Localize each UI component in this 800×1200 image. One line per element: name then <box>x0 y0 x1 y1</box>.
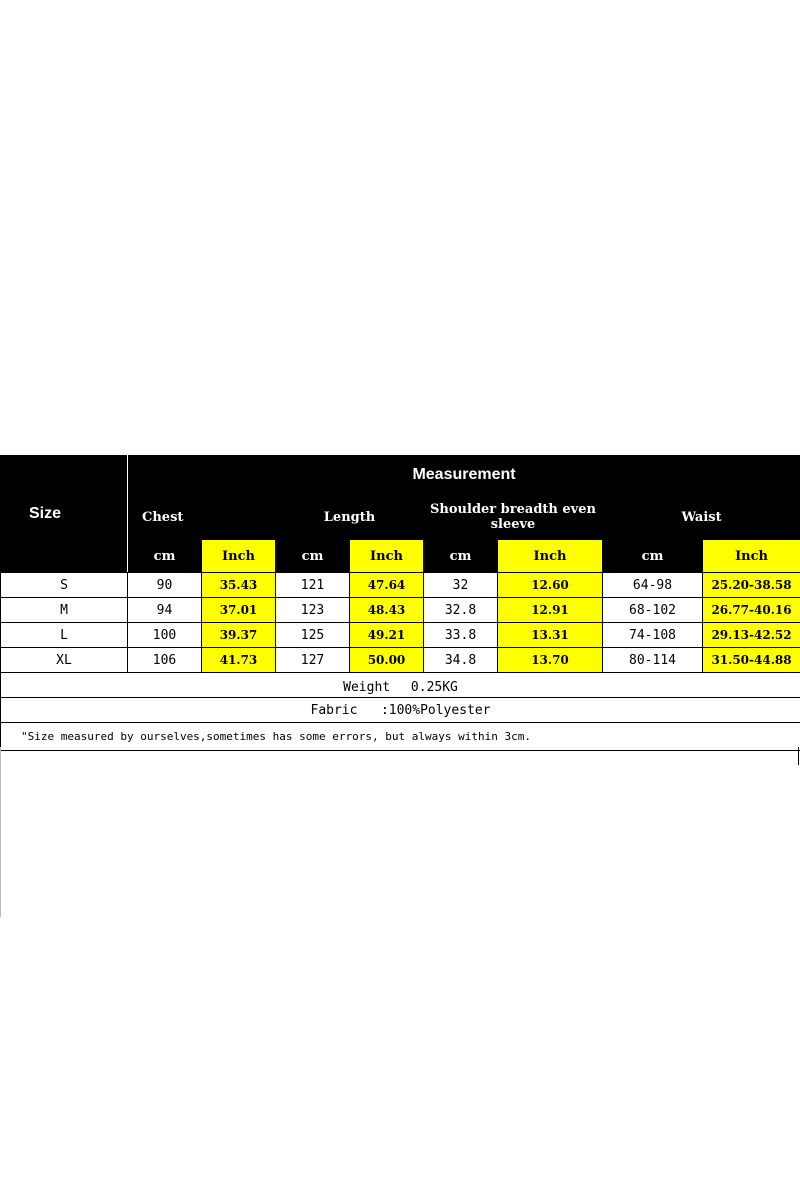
group-shoulder: Shoulder breadth even sleeve <box>424 495 603 540</box>
chest-cm-cell: 106 <box>128 648 202 673</box>
chest-cm-cell: 90 <box>128 573 202 598</box>
waist-cm-cell: 74-108 <box>603 623 703 648</box>
size-cell: L <box>1 623 128 648</box>
chest-inch-cell: 37.01 <box>202 598 276 623</box>
measurement-note: "Size measured by ourselves,sometimes has some errors, but always within 3cm. <box>1 723 800 751</box>
length-cm-cell: 125 <box>276 623 350 648</box>
size-cell: S <box>1 573 128 598</box>
unit-cm: cm <box>424 540 498 573</box>
chest-inch-cell: 39.37 <box>202 623 276 648</box>
table-row <box>1 623 800 648</box>
waist-inch-cell: 29.13-42.52 <box>703 623 800 648</box>
shoulder-cm-cell: 34.8 <box>424 648 498 673</box>
waist-cm-cell: 80-114 <box>603 648 703 673</box>
shoulder-cm-cell: 33.8 <box>424 623 498 648</box>
chest-cm-cell: 94 <box>128 598 202 623</box>
size-chart <box>0 455 800 751</box>
waist-cm-cell: 64-98 <box>603 573 703 598</box>
chest-cm-cell: 100 <box>128 623 202 648</box>
unit-inch: Inch <box>498 540 603 573</box>
table-row <box>1 648 800 673</box>
waist-inch-cell: 31.50-44.88 <box>703 648 800 673</box>
length-inch-cell: 50.00 <box>350 648 424 673</box>
shoulder-cm-cell: 32 <box>424 573 498 598</box>
size-cell: XL <box>1 648 128 673</box>
length-inch-cell: 47.64 <box>350 573 424 598</box>
length-cm-cell: 121 <box>276 573 350 598</box>
unit-inch: Inch <box>202 540 276 573</box>
waist-inch-cell: 26.77-40.16 <box>703 598 800 623</box>
length-cm-cell: 127 <box>276 648 350 673</box>
length-cm-cell: 123 <box>276 598 350 623</box>
unit-inch: Inch <box>703 540 800 573</box>
unit-cm: cm <box>128 540 202 573</box>
divider-line <box>0 747 1 917</box>
length-inch-cell: 48.43 <box>350 598 424 623</box>
size-table <box>0 455 800 751</box>
unit-cm: cm <box>276 540 350 573</box>
unit-cm: cm <box>603 540 703 573</box>
divider-line <box>798 747 799 765</box>
shoulder-cm-cell: 32.8 <box>424 598 498 623</box>
weight-row: Weight 0.25KG <box>1 673 800 698</box>
waist-cm-cell: 68-102 <box>603 598 703 623</box>
shoulder-inch-cell: 13.31 <box>498 623 603 648</box>
size-cell: M <box>1 598 128 623</box>
group-waist: Waist <box>603 495 800 540</box>
length-inch-cell: 49.21 <box>350 623 424 648</box>
chest-inch-cell: 35.43 <box>202 573 276 598</box>
chest-inch-cell: 41.73 <box>202 648 276 673</box>
shoulder-inch-cell: 13.70 <box>498 648 603 673</box>
fabric-row: Fabric :100%Polyester <box>1 698 800 723</box>
waist-inch-cell: 25.20-38.58 <box>703 573 800 598</box>
group-length: Length <box>276 495 424 540</box>
unit-inch: Inch <box>350 540 424 573</box>
table-row <box>1 598 800 623</box>
group-chest: Chest <box>128 495 276 540</box>
size-header: Size <box>1 456 128 573</box>
shoulder-inch-cell: 12.91 <box>498 598 603 623</box>
measurement-header: Measurement <box>128 456 800 495</box>
table-row <box>1 573 800 598</box>
shoulder-inch-cell: 12.60 <box>498 573 603 598</box>
